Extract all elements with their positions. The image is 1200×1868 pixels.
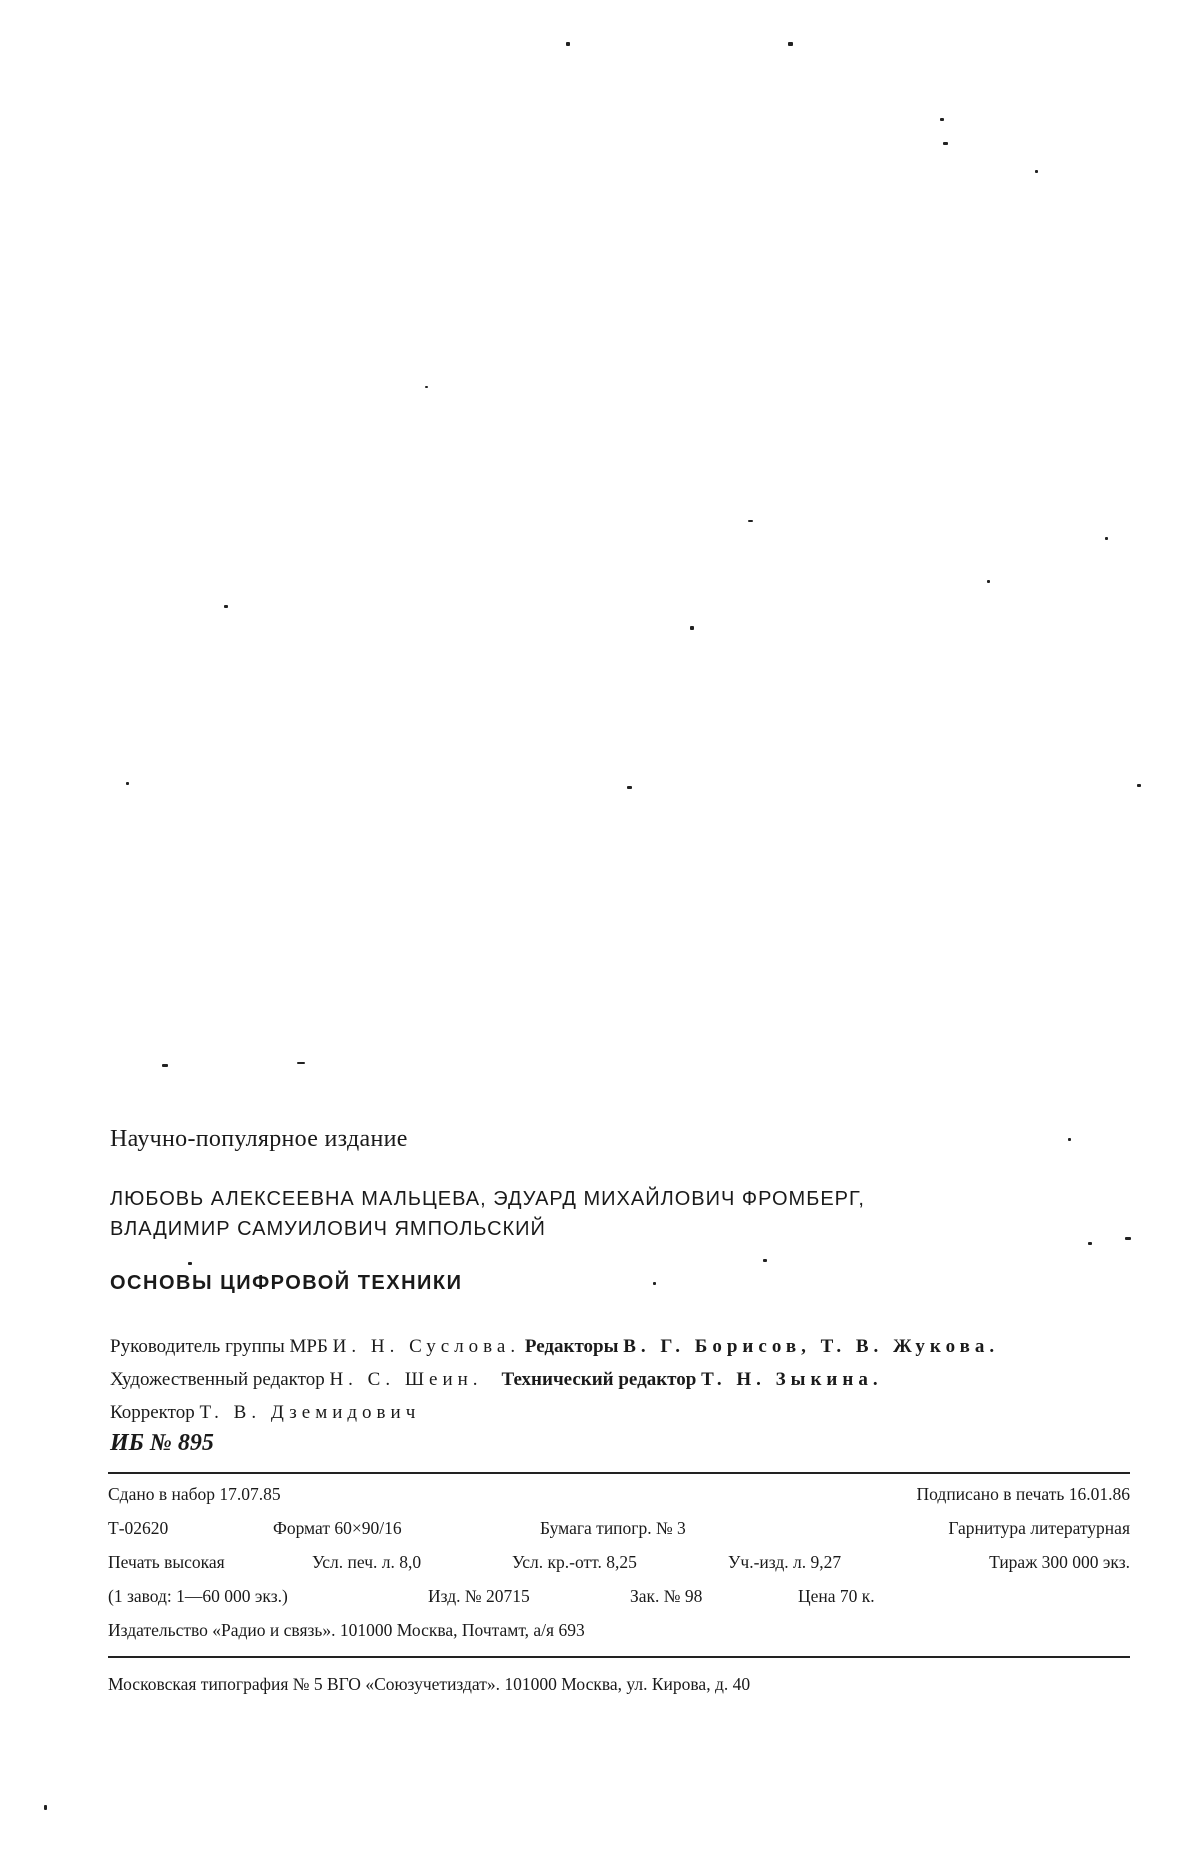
scan-speck bbox=[425, 386, 428, 388]
authors bbox=[110, 1184, 865, 1244]
proofreader-label: Корректор bbox=[110, 1402, 195, 1423]
scan-speck bbox=[224, 605, 228, 608]
scan-speck bbox=[763, 1259, 767, 1262]
print-sheets: Усл. печ. л. 8,0 bbox=[312, 1552, 422, 1572]
scan-speck bbox=[1125, 1237, 1131, 1240]
imprint-row bbox=[108, 1620, 1130, 1650]
scan-speck bbox=[297, 1062, 305, 1064]
credits-line bbox=[110, 1396, 999, 1429]
printer-address: Московская типография № 5 ВГО «Союзучетиздат». 101000 Москва, ул. Кирова, д. 40 bbox=[108, 1674, 751, 1694]
divider-bottom bbox=[108, 1656, 1130, 1658]
scan-speck bbox=[1068, 1138, 1071, 1141]
tech-editor-label: Технический редактор bbox=[501, 1369, 697, 1390]
scan-speck bbox=[162, 1064, 168, 1067]
group-head-name: И. Н. Суслова. bbox=[332, 1336, 521, 1357]
imprint-row bbox=[108, 1552, 1130, 1582]
price: Цена 70 к. bbox=[798, 1586, 875, 1606]
print-method: Печать высокая bbox=[108, 1552, 225, 1572]
imprint-row bbox=[108, 1518, 1130, 1548]
order-number: Зак. № 98 bbox=[630, 1586, 703, 1606]
print-code: Т-02620 bbox=[108, 1518, 169, 1538]
scan-speck bbox=[1035, 170, 1038, 173]
paper: Бумага типогр. № 3 bbox=[540, 1518, 686, 1538]
scan-speck bbox=[1105, 537, 1108, 540]
format: Формат 60×90/16 bbox=[273, 1518, 402, 1538]
signed-date: Подписано в печать 16.01.86 bbox=[916, 1484, 1130, 1504]
scan-speck bbox=[188, 1262, 192, 1265]
book-title: ОСНОВЫ ЦИФРОВОЙ ТЕХНИКИ bbox=[110, 1272, 463, 1294]
credits-line bbox=[110, 1330, 999, 1363]
art-editor-name: Н. С. Шеин. bbox=[329, 1369, 483, 1390]
edition-type: Научно-популярное издание bbox=[110, 1126, 408, 1152]
scan-speck bbox=[943, 142, 948, 145]
scan-speck bbox=[653, 1282, 656, 1285]
editors-label: Редакторы bbox=[524, 1336, 619, 1357]
scan-speck bbox=[748, 520, 753, 522]
art-editor-label: Художественный редактор bbox=[110, 1369, 325, 1390]
print-run: Тираж 300 000 экз. bbox=[989, 1552, 1130, 1572]
color-prints: Усл. кр.-отт. 8,25 bbox=[512, 1552, 637, 1572]
credits bbox=[110, 1330, 999, 1429]
submitted-date: Сдано в набор 17.07.85 bbox=[108, 1484, 281, 1504]
imprint-row bbox=[108, 1586, 1130, 1616]
plant-run: (1 завод: 1—60 000 экз.) bbox=[108, 1586, 288, 1606]
typeface: Гарнитура литературная bbox=[948, 1518, 1130, 1538]
publisher-address: Издательство «Радио и связь». 101000 Москва, Почтамт, а/я 693 bbox=[108, 1620, 585, 1640]
scan-speck bbox=[627, 786, 632, 789]
scan-speck bbox=[1137, 784, 1141, 787]
publisher-sheets: Уч.-изд. л. 9,27 bbox=[728, 1552, 842, 1572]
ib-number: ИБ № 895 bbox=[110, 1430, 214, 1456]
authors-line: ВЛАДИМИР САМУИЛОВИЧ ЯМПОЛЬСКИЙ bbox=[110, 1218, 546, 1240]
group-head-label: Руководитель группы МРБ bbox=[110, 1336, 328, 1357]
tech-editor-name: Т. Н. Зыкина. bbox=[701, 1369, 883, 1390]
proofreader-name: Т. В. Дземидович bbox=[199, 1402, 421, 1423]
imprint-row bbox=[108, 1484, 1130, 1514]
scan-speck bbox=[940, 118, 944, 121]
credits-line bbox=[110, 1363, 999, 1396]
scan-speck bbox=[987, 580, 990, 583]
scan-speck bbox=[126, 782, 129, 785]
editors-names: В. Г. Борисов, Т. В. Жукова. bbox=[623, 1336, 1000, 1357]
scan-speck bbox=[1088, 1242, 1092, 1245]
divider-top bbox=[108, 1472, 1130, 1474]
scan-speck bbox=[44, 1805, 47, 1810]
scan-speck bbox=[788, 42, 793, 46]
scan-speck bbox=[690, 626, 694, 630]
scan-speck bbox=[566, 42, 570, 46]
authors-line: ЛЮБОВЬ АЛЕКСЕЕВНА МАЛЬЦЕВА, ЭДУАРД МИХАЙЛОВИЧ ФРОМБЕРГ, bbox=[110, 1188, 865, 1210]
edition-number: Изд. № 20715 bbox=[428, 1586, 530, 1606]
